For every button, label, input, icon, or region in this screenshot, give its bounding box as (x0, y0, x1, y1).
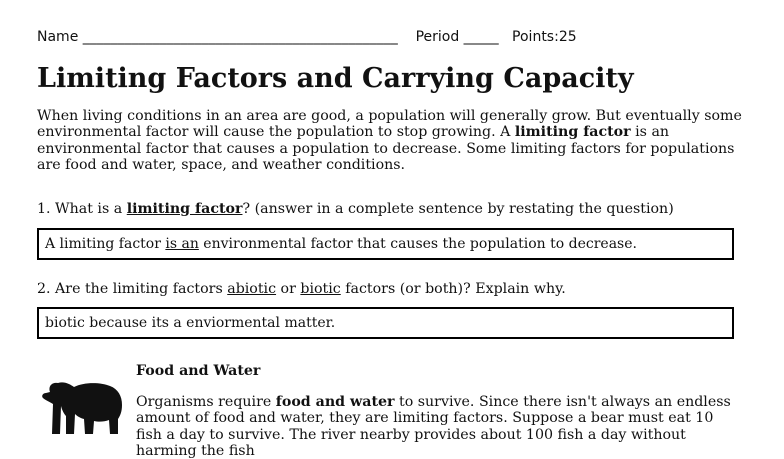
intro-paragraph (37, 108, 757, 173)
intro-text-2: is an environmental factor that causes a population to decrease. Some limiting factors for populations are food and water, space, and weather conditions. (37, 124, 735, 173)
food-water-text-2: to survive. Since there isn't always an endless amount of food and water, they are limiting factors. Suppose a bear must eat 10 fish a day to survive. The river nearby provides about 100 fish a day without harming the fish (136, 394, 731, 459)
food-water-bold: food and water (275, 394, 395, 410)
question-1 (37, 201, 674, 217)
q2-term-abiotic: abiotic (227, 281, 277, 297)
page-title: Limiting Factors and Carrying Capacity (37, 63, 634, 94)
answer-box-1[interactable] (37, 228, 734, 260)
q1-prefix: 1. What is a (37, 201, 127, 217)
answer-2-text: biotic because its a enviormental matter. (45, 315, 336, 331)
name-field[interactable]: Name _____________________________________________ (37, 29, 398, 45)
answer-box-2[interactable] (37, 307, 734, 339)
food-water-text-1: Organisms require (136, 394, 276, 410)
q1-term: limiting factor (126, 201, 243, 217)
intro-text-1: When living conditions in an area are good, a population will generally grow. But eventually some environmental factor will cause the population to stop growing. A (37, 108, 742, 141)
points-label: Points:25 (512, 29, 577, 45)
q2-suffix: factors (or both)? Explain why. (340, 281, 566, 297)
header-line (37, 29, 577, 45)
answer-1-text: A limiting factor is an environmental factor that causes the population to decrease. (45, 236, 637, 252)
bear-icon (40, 372, 126, 440)
intro-bold-term: limiting factor (514, 124, 631, 141)
q2-mid: or (276, 281, 301, 297)
question-2 (37, 281, 566, 297)
food-water-title: Food and Water (136, 363, 261, 379)
period-field[interactable]: Period _____ (415, 29, 499, 45)
food-water-paragraph (136, 394, 741, 459)
q2-term-biotic: biotic (300, 281, 341, 297)
q1-suffix: ? (answer in a complete sentence by restating the question) (242, 201, 674, 217)
q2-prefix: 2. Are the limiting factors (37, 281, 228, 297)
